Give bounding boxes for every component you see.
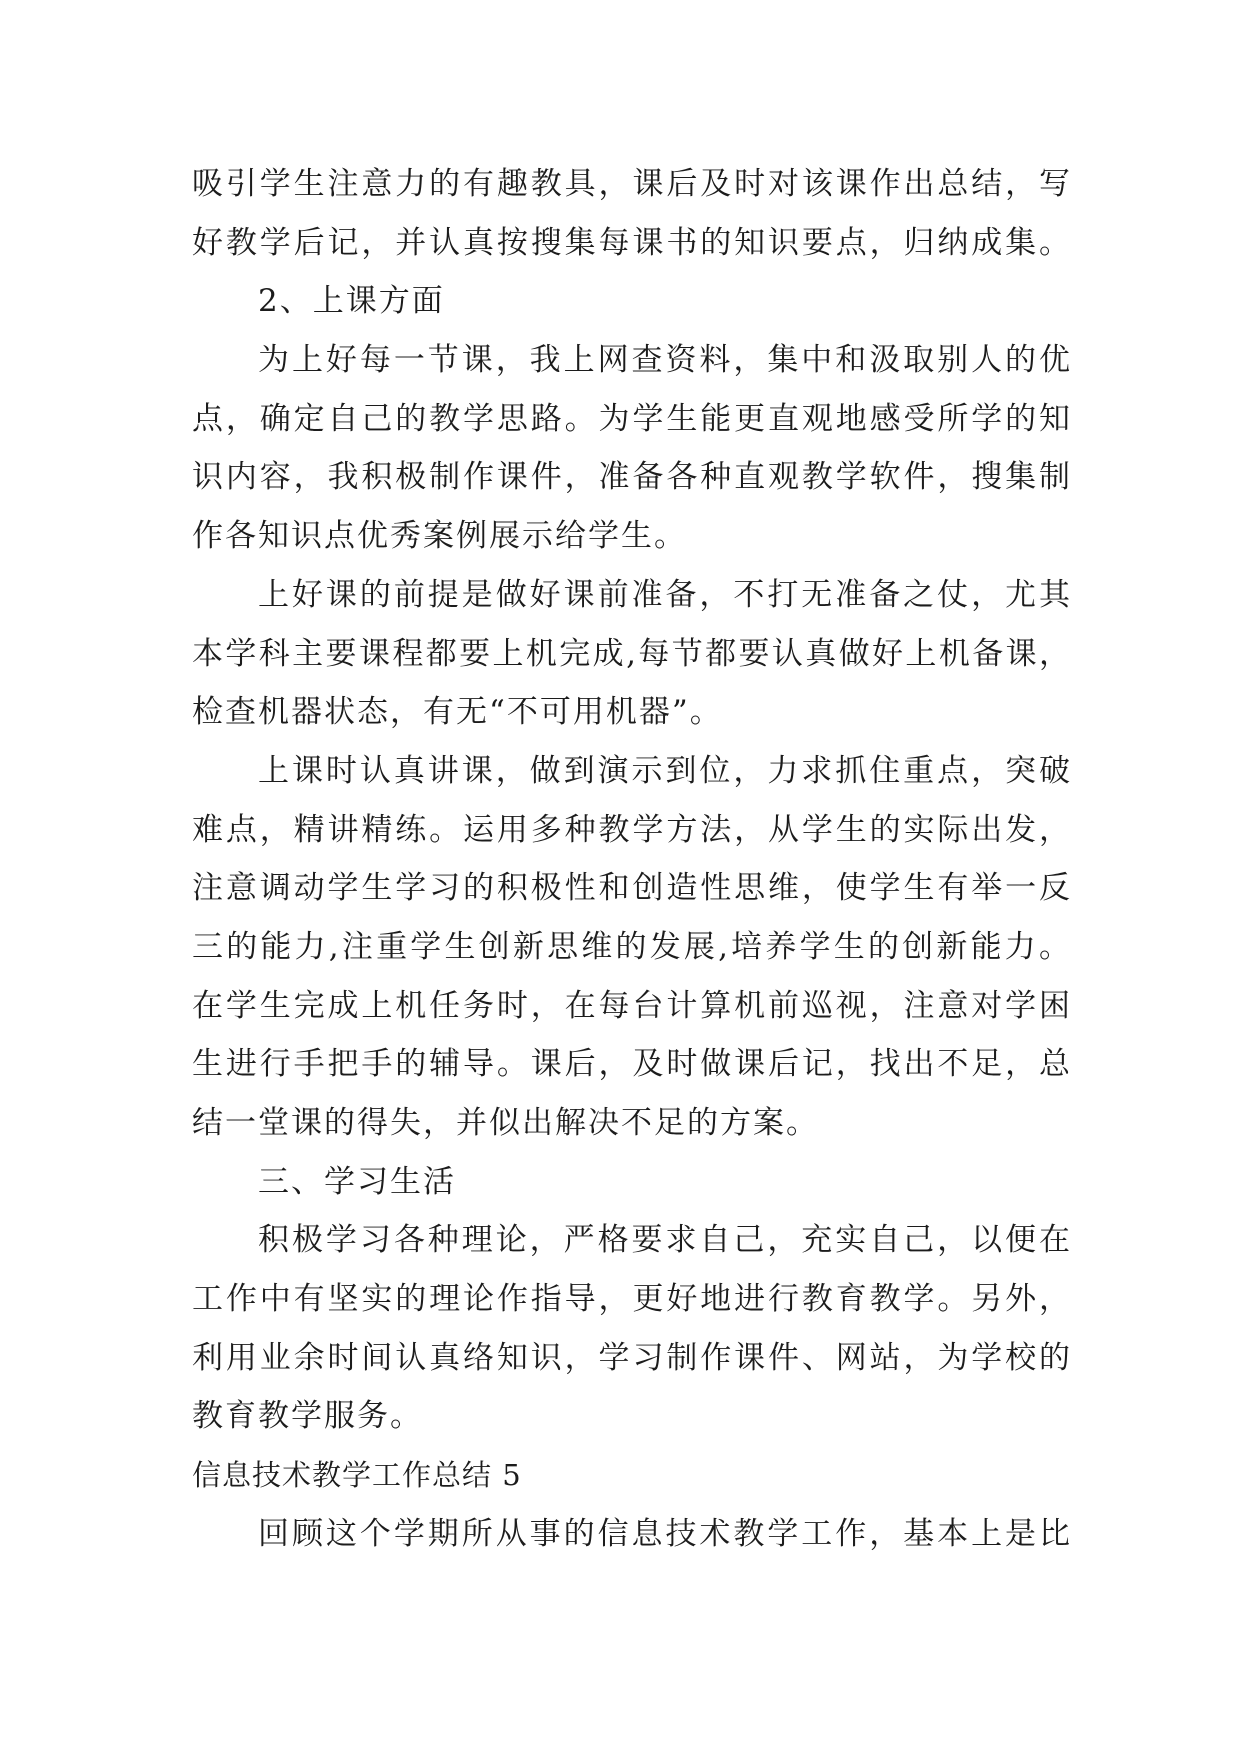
paragraph (192, 155, 1072, 272)
text-line: 注意调动学生学习的积极性和创造性思维，使学生有举一反 (192, 870, 1072, 907)
text-line: 教育教学服务。 (192, 1398, 423, 1435)
paragraph (192, 1505, 1072, 1564)
section-heading: 三、学习生活 (258, 1163, 456, 1200)
paragraph (192, 566, 1072, 742)
text-line: 好教学后记，并认真按搜集每课书的知识要点，归纳成集。 (192, 224, 1072, 261)
text-line: 为上好每一节课，我上网查资料，集中和汲取别人的优 (258, 342, 1072, 379)
document-body (192, 155, 1072, 1564)
text-line: 作各知识点优秀案例展示给学生。 (192, 518, 687, 555)
next-article (192, 1446, 1072, 1563)
text-line: 三的能力,注重学生创新思维的发展,培养学生的创新能力。 (192, 928, 1072, 965)
text-line: 生进行手把手的辅导。课后，及时做课后记，找出不足，总 (192, 1046, 1072, 1083)
article-title: 信息技术教学工作总结 5 (192, 1458, 522, 1493)
text-line: 上好课的前提是做好课前准备，不打无准备之仗，尤其 (258, 576, 1072, 613)
paragraph (192, 331, 1072, 566)
text-line: 识内容，我积极制作课件，准备各种直观教学软件，搜集制 (192, 459, 1072, 496)
text-line: 在学生完成上机任务时，在每台计算机前巡视，注意对学困 (192, 987, 1072, 1024)
text-line: 利用业余时间认真络知识，学习制作课件、网站，为学校的 (192, 1339, 1072, 1376)
text-line: 回顾这个学期所从事的信息技术教学工作，基本上是比 (258, 1515, 1072, 1552)
text-line: 检查机器状态，有无“不可用机器”。 (192, 694, 723, 731)
text-line: 积极学习各种理论，严格要求自己，充实自己，以便在 (258, 1222, 1072, 1259)
text-line: 吸引学生注意力的有趣教具，课后及时对该课作出总结，写 (192, 166, 1072, 202)
text-line: 本学科主要课程都要上机完成,每节都要认真做好上机备课， (192, 635, 1072, 672)
paragraph (192, 1211, 1072, 1446)
section-heading: 2、上课方面 (258, 283, 445, 320)
text-line: 结一堂课的得失，并似出解决不足的方案。 (192, 1105, 819, 1141)
text-line: 点，确定自己的教学思路。为学生能更直观地感受所学的知 (192, 400, 1072, 437)
text-line: 上课时认真讲课，做到演示到位，力求抓住重点，突破 (258, 752, 1072, 789)
section-study (192, 1153, 1072, 1446)
text-line: 难点，精讲精练。运用多种教学方法，从学生的实际出发， (192, 811, 1072, 848)
section-teaching (192, 272, 1072, 1152)
text-line: 工作中有坚实的理论作指导，更好地进行教育教学。另外， (192, 1281, 1072, 1318)
paragraph (192, 742, 1072, 1153)
